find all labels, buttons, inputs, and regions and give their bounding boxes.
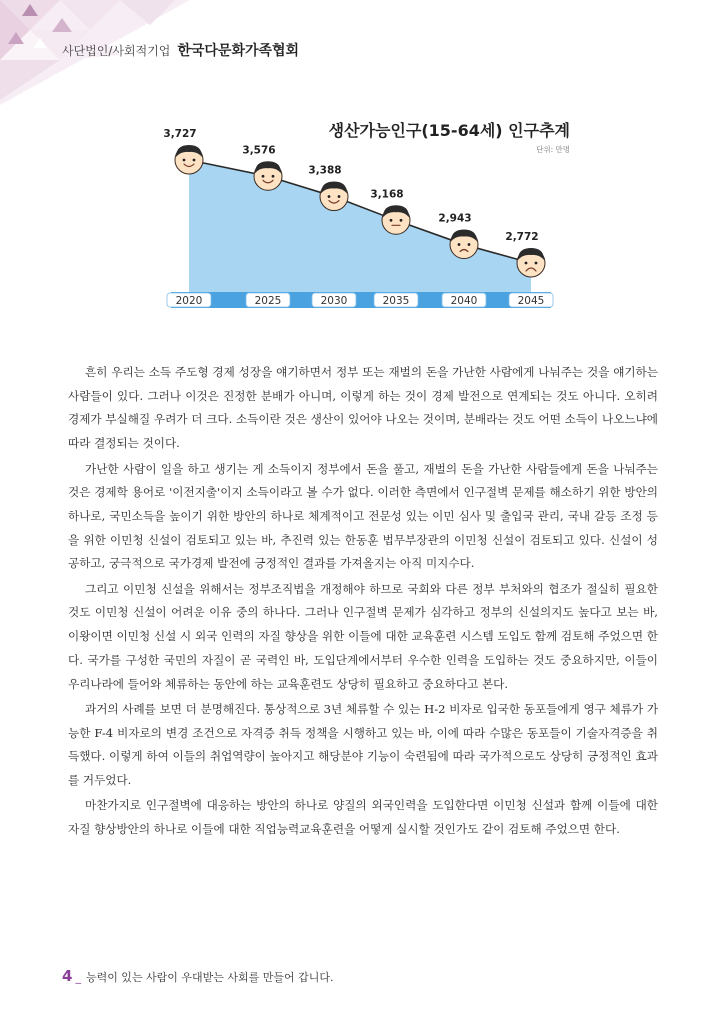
sad-face-icon [517, 248, 545, 277]
x-tick-label: 2030 [320, 295, 348, 307]
footer-slogan: 능력이 있는 사람이 우대받는 사회를 만들어 갑니다. [85, 971, 334, 984]
paragraph-5: 마찬가지로 인구절벽에 대응하는 방안의 하나로 양질의 외국인력을 도입한다면 이민청 신설과 함께 이들에 대한 자질 향상방안의 하나로 이들에 대한 직업능력교육훈련을 어떻게 실시할 것인가도 같이 검토해 주었으면 한다. [68, 798, 658, 837]
x-axis-bar [171, 292, 551, 308]
footer-separator: _ [75, 971, 81, 984]
chart-title: 생산가능인구(15-64세) 인구추계 [328, 121, 570, 140]
x-tick-label: 2040 [450, 295, 478, 307]
data-label: 3,388 [308, 164, 342, 177]
data-label: 3,727 [163, 128, 197, 140]
population-chart [123, 112, 601, 319]
neutral-face-icon [382, 205, 410, 234]
worried-face-icon [450, 230, 478, 259]
paragraph-4: 과거의 사례를 보면 더 분명해진다. 통상적으로 3년 체류할 수 있는 H-2 비자로 입국한 동포들에게 영구 체류가 가능한 F-4 비자로의 변경 조건으로 자격증 취득 정책을 시행하고 있는 바, 이에 따라 수많은 동포들이 기술자격증을 취득했다. 이렇게 하여 이들의 취업역량이 높아지고 해당분야 기능이 숙련됨에 따라 국가적으로도 상당히 긍정적인 효과를 거두었다. [68, 701, 659, 788]
x-tick-label: 2045 [517, 295, 545, 307]
page-footer [62, 967, 334, 985]
data-label: 3,576 [242, 144, 276, 157]
smiling-face-icon [254, 161, 282, 190]
paragraph-3: 그리고 이민청 신설을 위해서는 정부조직법을 개정해야 하므로 국회와 다른 정부 부처와의 협조가 절실히 필요한 것도 이민청 신설이 어려운 이유 중의 하나다. 그러나 인구절벽 문제가 심각하고 정부의 신설의지도 높다고 보는 바, 이왕이면 이민청 신설 시 외국 인력의 자질 향상을 위한 이들에 대한 교육훈련 시스템 도입도 함께 검토해 주었으면 한다. 국가를 구성한 국민의 자질이 곧 국력인 바, 도입단계에서부터 우수한 인력을 도입하는 것도 중요하지만, 이들이 우리나라에 들어와 체류하는 동안에 하는 교육훈련도 상당히 필요하고 중요하다고 본다. [68, 581, 658, 691]
article-body [68, 361, 658, 844]
x-tick-label: 2035 [382, 295, 410, 307]
smiling-face-icon [320, 182, 348, 211]
area-fill [189, 160, 531, 298]
paragraph-1: 흔히 우리는 소득 주도형 경제 성장을 얘기하면서 정부 또는 재벌의 돈을 가난한 사람에게 나눠주는 것을 얘기하는 사람들이 있다. 그러나 이것은 진정한 분배가 아니며, 이렇게 하는 것이 경제 발전으로 연계되는 것도 아니다. 오히려 경제가 부실해질 우려가 더 크다. 소득이란 것은 생산이 있어야 나오는 것이며, 분배라는 것도 어떤 소득이 나오느냐에 따라 결정되는 것이다. [68, 365, 658, 451]
chart-unit: 단위: 만명 [536, 145, 570, 154]
org-prefix: 사단법인/사회적기업 [62, 44, 171, 58]
page-number: 4 [62, 967, 73, 985]
paragraph-2: 가난한 사람이 일을 하고 생기는 게 소득이지 정부에서 돈을 풀고, 재벌의 돈을 가난한 사람들에게 돈을 나눠주는 것은 경제학 용어로 '이전지출'이지 소득이라고 볼 수가 없다. 이러한 측면에서 인구절벽 문제를 해소하기 위한 방안의 하나로, 국민소득을 높이기 위한 방안의 하나로 체계적이고 전문성 있는 이민 심사 및 출입국 관리, 국내 갈등 조정 등을 위한 이민청 신설이 검토되고 있는 바, 추진력 있는 한동훈 법무부장관의 이민청 신설이 검토되고 있다. 신설이 성공하고, 궁극적으로 국가경제 발전에 긍정적인 결과를 가져올지는 아직 미지수다. [68, 461, 658, 571]
data-label: 2,943 [438, 212, 472, 225]
organization-name [62, 40, 299, 60]
smiling-face-icon [175, 145, 203, 174]
x-tick-label: 2020 [175, 295, 203, 307]
x-tick-label: 2025 [254, 295, 282, 307]
org-name: 한국다문화가족협회 [177, 43, 300, 59]
data-label: 2,772 [505, 231, 539, 243]
chart-svg [123, 112, 601, 319]
data-label: 3,168 [370, 188, 404, 201]
